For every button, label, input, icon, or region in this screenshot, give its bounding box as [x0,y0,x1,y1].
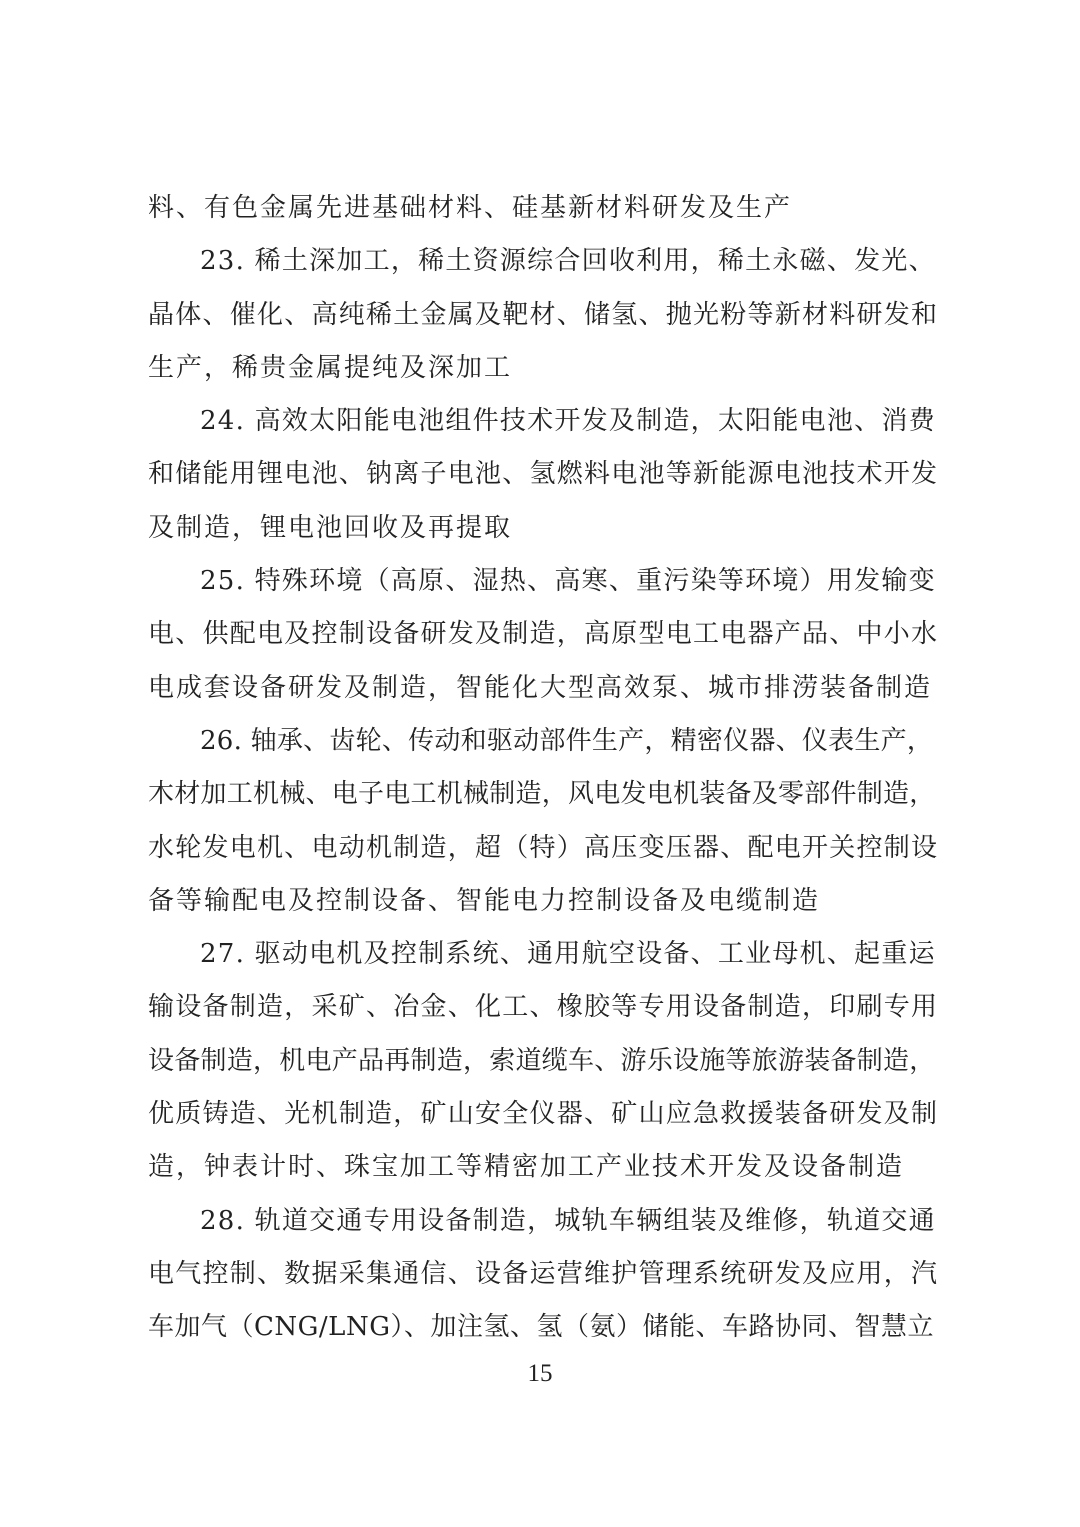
paragraph-first-line: 26. 轴承、齿轮、传动和驱动部件生产，精密仪器、仪表生产， [200,725,934,756]
paragraph-first-line: 28. 轨道交通专用设备制造，城轨车辆组装及维修，轨道交通 [200,1205,936,1236]
text-line: 生产，稀贵金属提纯及深加工 [148,352,513,383]
text-line: 输设备制造，采矿、冶金、化工、橡胶等专用设备制造，印刷专用 [148,992,938,1023]
text-line: 造，钟表计时、珠宝加工等精密加工产业技术开发及设备制造 [148,1152,905,1183]
text-line: 设备制造，机电产品再制造，索道缆车、游乐设施等旅游装备制造， [148,1045,936,1076]
page-number: 15 [527,1360,553,1387]
text-line: 车加气（CNG/LNG）、加注氢、氢（氨）储能、车路协同、智慧立 [148,1312,934,1343]
text-line: 及制造，锂电池回收及再提取 [148,512,513,543]
text-line: 优质铸造、光机制造，矿山安全仪器、矿山应急救援装备研发及制 [148,1099,938,1130]
paragraph-first-line: 25. 特殊环境（高原、湿热、高寒、重污染等环境）用发输变 [200,566,936,597]
text-line: 晶体、催化、高纯稀土金属及靶材、储氢、抛光粉等新材料研发和 [148,299,938,330]
text-line: 水轮发电机、电动机制造，超（特）高压变压器、配电开关控制设 [148,832,938,863]
text-line: 木材加工机械、电子电工机械制造，风电发电机装备及零部件制造， [148,779,936,810]
text-line: 电气控制、数据采集通信、设备运营维护管理系统研发及应用，汽 [148,1258,938,1289]
text-line: 电、供配电及控制设备研发及制造，高原型电工电器产品、中小水 [148,619,938,650]
text-line: 备等输配电及控制设备、智能电力控制设备及电缆制造 [148,885,821,916]
paragraph-first-line: 23. 稀土深加工，稀土资源综合回收利用，稀土永磁、发光、 [200,246,936,277]
text-line: 和储能用锂电池、钠离子电池、氢燃料电池等新能源电池技术开发 [148,459,938,490]
paragraph-first-line: 27. 驱动电机及控制系统、通用航空设备、工业母机、起重运 [200,939,936,970]
text-line: 电成套设备研发及制造，智能化大型高效泵、城市排涝装备制造 [148,672,933,703]
body-text [148,182,938,1355]
text-line: 料、有色金属先进基础材料、硅基新材料研发及生产 [148,193,793,223]
paragraph-first-line: 24. 高效太阳能电池组件技术开发及制造，太阳能电池、消费 [200,406,936,437]
